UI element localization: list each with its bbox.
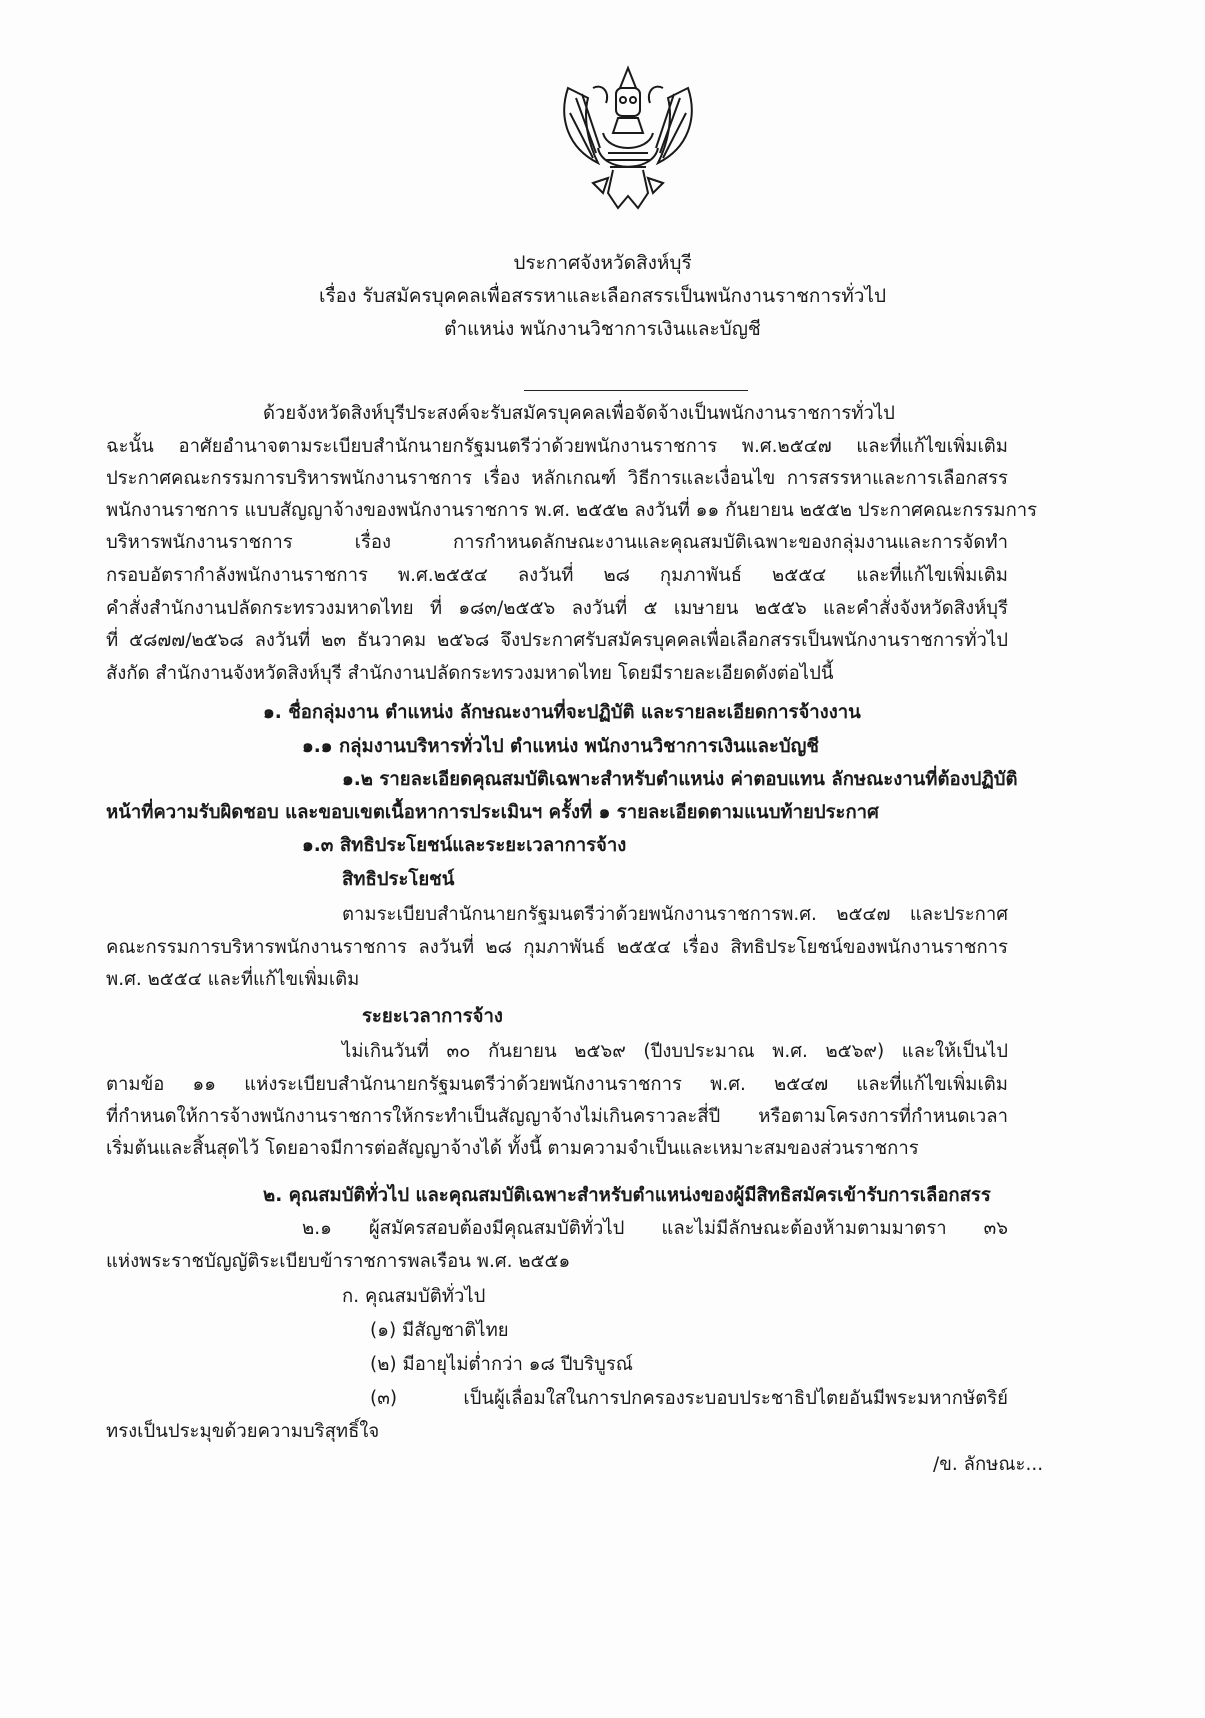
benefits-line: พ.ศ. ๒๕๕๔ และที่แก้ไขเพิ่มเติม <box>106 969 360 990</box>
intro-line: กรอบอัตรากำลังพนักงานราชการ พ.ศ.๒๕๕๔ ลงวันที่ ๒๘ กุมภาพันธ์ ๒๕๕๔ และที่แก้ไขเพิ่มเติม <box>106 565 1008 586</box>
intro-line: บริหารพนักงานราชการ เรื่อง การกำหนดลักษณะงานและคุณสมบัติเฉพาะของกลุ่มงานและการจัดทำ <box>106 532 1008 553</box>
section-2-1-cont: แห่งพระราชบัญญัติระเบียบข้าราชการพลเรือน พ.ศ. ๒๕๕๑ <box>106 1251 571 1272</box>
title-divider <box>524 390 748 391</box>
intro-line: ที่ ๕๘๗๗/๒๕๖๘ ลงวันที่ ๒๓ ธันวาคม ๒๕๖๘ จึงประกาศรับสมัครบุคคลเพื่อเลือกสรรเป็นพนักงานราชการทั่วไป <box>106 630 1008 651</box>
duration-heading: ระยะเวลาการจ้าง <box>362 1006 503 1027</box>
duration-line: ไม่เกินวันที่ ๓๐ กันยายน ๒๕๖๙ (ปีงบประมาณ พ.ศ. ๒๕๖๙) และให้เป็นไป <box>342 1041 1008 1062</box>
intro-line: คำสั่งสำนักงานปลัดกระทรวงมหาดไทย ที่ ๑๘๓/๒๕๕๖ ลงวันที่ ๕ เมษายน ๒๕๕๖ และคำสั่งจังหวัดสิงห์บุรี <box>106 598 1008 619</box>
qualification-item: (๒) มีอายุไม่ต่ำกว่า ๑๘ ปีบริบูรณ์ <box>370 1354 633 1375</box>
section-1-3: ๑.๓ สิทธิประโยชน์และระยะเวลาการจ้าง <box>302 835 627 856</box>
section-1-1: ๑.๑ กลุ่มงานบริหารทั่วไป ตำแหน่ง พนักงานวิชาการเงินและบัญชี <box>302 736 819 757</box>
continued-marker: /ข. ลักษณะ... <box>933 1454 1044 1475</box>
garuda-emblem-icon <box>548 58 708 218</box>
duration-line: ที่กำหนดให้การจ้างพนักงานราชการให้กระทำเป็นสัญญาจ้างไม่เกินคราวละสี่ปี หรือตามโครงการที่กำหนดเวลา <box>106 1106 1008 1127</box>
section-1-2-cont: หน้าที่ความรับผิดชอบ และขอบเขตเนื้อหาการประเมินฯ ครั้งที่ ๑ รายละเอียดตามแนบท้ายประกาศ <box>106 802 879 823</box>
section-1-heading: ๑. ชื่อกลุ่มงาน ตำแหน่ง ลักษณะงานที่จะปฏิบัติ และรายละเอียดการจ้างงาน <box>263 702 861 723</box>
general-quals-heading: ก. คุณสมบัติทั่วไป <box>342 1286 486 1307</box>
qualification-item: (๓) เป็นผู้เลื่อมใสในการปกครองระบอบประชาธิปไตยอันมีพระมหากษัตริย์ <box>370 1388 1008 1409</box>
section-2-1: ๒.๑ ผู้สมัครสอบต้องมีคุณสมบัติทั่วไป และไม่มีลักษณะต้องห้ามตามมาตรา ๓๖ <box>302 1218 1008 1239</box>
document-position: ตำแหน่ง พนักงานวิชาการเงินและบัญชี <box>444 318 761 340</box>
qualification-item: (๑) มีสัญชาติไทย <box>370 1320 509 1341</box>
intro-line: ด้วยจังหวัดสิงห์บุรีประสงค์จะรับสมัครบุคคลเพื่อจัดจ้างเป็นพนักงานราชการทั่วไป <box>263 403 895 424</box>
document-subject: เรื่อง รับสมัครบุคคลเพื่อสรรหาและเลือกสรรเป็นพนักงานราชการทั่วไป <box>318 285 887 307</box>
intro-line: สังกัด สำนักงานจังหวัดสิงห์บุรี สำนักงานปลัดกระทรวงมหาดไทย โดยมีรายละเอียดดังต่อไปนี้ <box>106 663 834 684</box>
benefits-line: ตามระเบียบสำนักนายกรัฐมนตรีว่าด้วยพนักงานราชการพ.ศ. ๒๕๔๗ และประกาศ <box>342 904 1008 925</box>
benefits-heading: สิทธิประโยชน์ <box>342 869 455 890</box>
duration-line: เริ่มต้นและสิ้นสุดไว้ โดยอาจมีการต่อสัญญาจ้างได้ ทั้งนี้ ตามความจำเป็นและเหมาะสมของส่วนราชการ <box>106 1138 919 1159</box>
qualification-item-cont: ทรงเป็นประมุขด้วยความบริสุทธิ์ใจ <box>106 1421 380 1442</box>
section-1-2: ๑.๒ รายละเอียดคุณสมบัติเฉพาะสำหรับตำแหน่ง ค่าตอบแทน ลักษณะงานที่ต้องปฏิบัติ <box>342 769 1018 790</box>
intro-line: ฉะนั้น อาศัยอำนาจตามระเบียบสำนักนายกรัฐมนตรีว่าด้วยพนักงานราชการ พ.ศ.๒๕๔๗ และที่แก้ไขเพิ่มเติม <box>106 436 1008 457</box>
document-title: ประกาศจังหวัดสิงห์บุรี <box>513 252 692 274</box>
section-2-heading: ๒. คุณสมบัติทั่วไป และคุณสมบัติเฉพาะสำหรับตำแหน่งของผู้มีสิทธิสมัครเข้ารับการเลือกสรร <box>263 1185 991 1206</box>
benefits-line: คณะกรรมการบริหารพนักงานราชการ ลงวันที่ ๒๘ กุมภาพันธ์ ๒๕๕๔ เรื่อง สิทธิประโยชน์ของพนักงานราชการ <box>106 937 1008 958</box>
intro-line: พนักงานราชการ แบบสัญญาจ้างของพนักงานราชการ พ.ศ. ๒๕๕๒ ลงวันที่ ๑๑ กันยายน ๒๕๕๒ ประกาศคณะกรรมการ <box>106 500 1038 521</box>
duration-line: ตามข้อ ๑๑ แห่งระเบียบสำนักนายกรัฐมนตรีว่าด้วยพนักงานราชการ พ.ศ. ๒๕๔๗ และที่แก้ไขเพิ่มเติม <box>106 1074 1008 1095</box>
intro-line: ประกาศคณะกรรมการบริหารพนักงานราชการ เรื่อง หลักเกณฑ์ วิธีการและเงื่อนไข การสรรหาและการเลือกสรร <box>106 468 1008 489</box>
